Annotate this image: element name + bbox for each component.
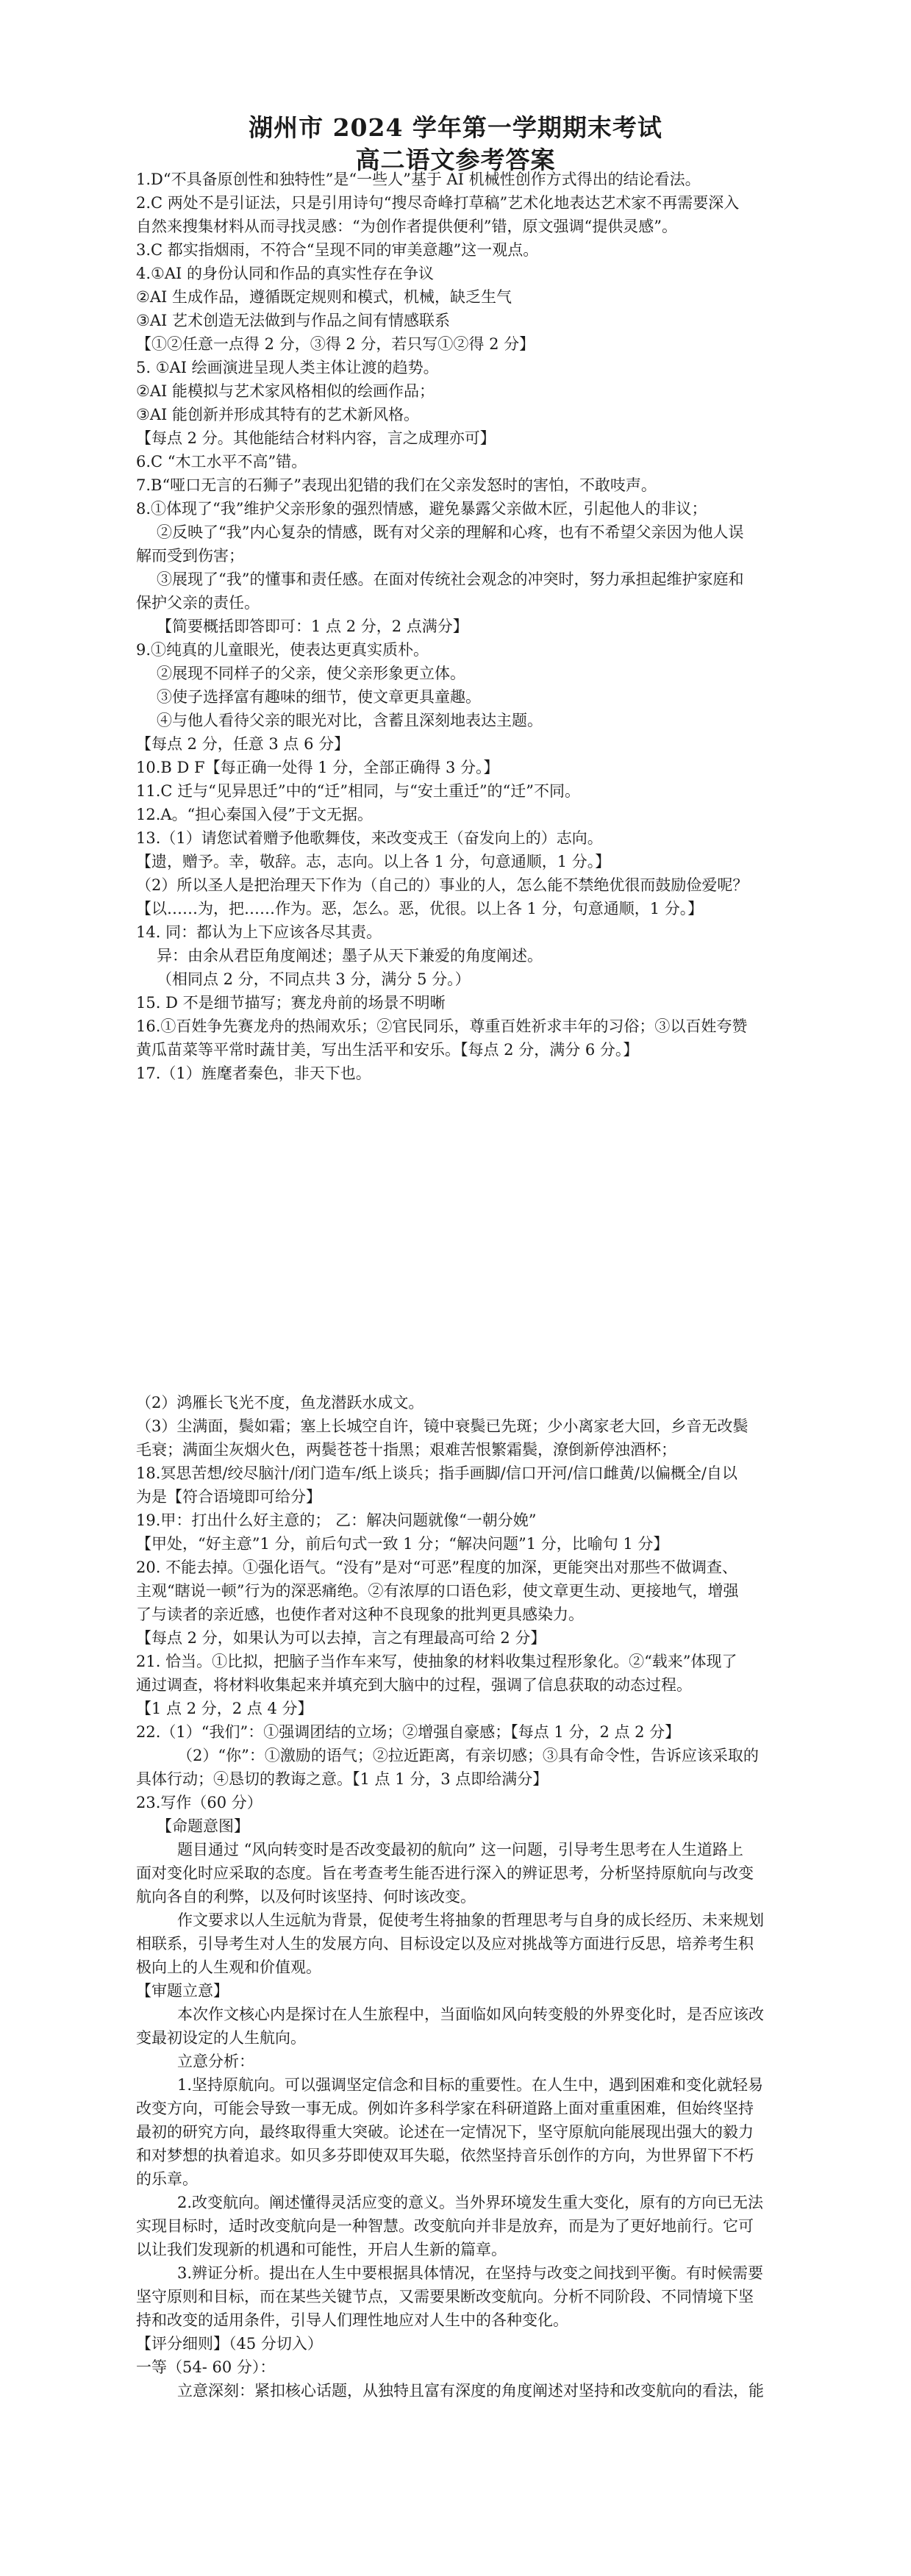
answer-line: 主观“瞎说一顿”行为的深恶痛绝。②有浓厚的口语色彩，使文章更生动、更接地气，增强 — [136, 1582, 739, 1600]
answer-line: ②反映了“我”内心复杂的情感，既有对父亲的理解和心疼，也有不希望父亲因为他人误 — [157, 523, 744, 541]
answer-line: 【简要概括即答即可：1 点 2 分，2 点满分】 — [157, 618, 468, 635]
answer-line: 相联系，引导考生对人生的发展方向、目标设定以及应对挑战等方面进行反思，培养考生积 — [136, 1935, 754, 1953]
answer-line: 面对变化时应采取的态度。旨在考查考生能否进行深入的辨证思考，分析坚持原航向与改变 — [136, 1864, 754, 1882]
answer-line: 通过调查，将材料收集起来并填充到大脑中的过程，强调了信息获取的动态过程。 — [136, 1676, 692, 1694]
answer-line: 【每点 2 分，任意 3 点 6 分】 — [136, 735, 350, 753]
answer-line: 立意深刻：紧扣核心话题，从独特且富有深度的角度阐述对坚持和改变航向的看法，能 — [177, 2382, 764, 2400]
answer-line: （3）尘满面，鬓如霜；塞上长城空自许，镜中衰鬓已先斑；少小离家老大回，乡音无改鬓 — [136, 1417, 749, 1435]
answer-line: 17.（1）旌麾者秦色，非天下也。 — [136, 1065, 371, 1082]
answer-line: 12.A。“担心秦国入侵”于文无据。 — [136, 806, 374, 823]
answer-line: 持和改变的适用条件，引导人们理性地应对人生中的各种变化。 — [136, 2311, 568, 2329]
page-subtitle: 高二语文参考答案 — [355, 146, 556, 174]
answer-line: ②AI 生成作品，遵循既定规则和模式，机械，缺乏生气 — [136, 288, 512, 306]
answer-line: 6.C “木工水平不高”错。 — [136, 453, 307, 471]
answer-line: 毛衰；满面尘灰烟火色，两鬓苍苍十指黑；艰难苦恨繁霜鬓，潦倒新停浊酒杯； — [136, 1441, 676, 1459]
answer-line: 保护父亲的责任。 — [136, 594, 260, 612]
answer-line: 实现目标时，适时改变航向是一种智慧。改变航向并非是放弃，而是为了更好地前行。它可 — [136, 2217, 754, 2235]
answer-line: （相同点 2 分，不同点共 3 分，满分 5 分。） — [157, 970, 471, 988]
answer-line: 11.C 迁与“见异思迁”中的“迁”相同，与“安土重迁”的“迁”不同。 — [136, 782, 581, 800]
answer-line: 【每点 2 分。其他能结合材料内容，言之成理亦可】 — [136, 429, 496, 447]
answer-line: 改变方向，可能会导致一事无成。例如许多科学家在科研道路上面对重重困难，但始终坚持 — [136, 2100, 754, 2117]
answer-line: 立意分析： — [177, 2053, 254, 2070]
answer-line: 23.写作（60 分） — [136, 1794, 262, 1811]
answer-line: 坚守原则和目标，而在某些关键节点，又需要果断改变航向。分析不同阶段、不同情境下坚 — [136, 2288, 754, 2305]
answer-line: ③使子选择富有趣味的细节，使文章更具童趣。 — [157, 688, 481, 706]
answer-line: 13.（1）请您试着赠予他歌舞伎，来改变戎王（奋发向上的）志向。 — [136, 829, 603, 847]
answer-line: 21. 恰当。①比拟，把脑子当作车来写，使抽象的材料收集过程形象化。②“载来”体现了 — [136, 1653, 737, 1670]
answer-line: 16.①百姓争先赛龙舟的热闹欢乐；②官民同乐，尊重百姓祈求丰年的习俗；③以百姓夸赞 — [136, 1017, 748, 1035]
answer-line: 题目通过 “风向转变时是否改变最初的航向” 这一问题，引导考生思考在人生道路上 — [177, 1841, 743, 1858]
answer-line: 最初的研究方向，最终取得重大突破。论述在一定情况下，坚守原航向能展现出强大的毅力 — [136, 2123, 754, 2141]
answer-line: 4.①AI 的身份认同和作品的真实性存在争议 — [136, 265, 434, 282]
answer-line: 【每点 2 分，如果认为可以去掉，言之有理最高可给 2 分】 — [136, 1629, 546, 1647]
answer-line: ③展现了“我”的懂事和责任感。在面对传统社会观念的冲突时，努力承担起维护家庭和 — [157, 570, 744, 588]
answer-line: 5. ①AI 绘画演进呈现人类主体让渡的趋势。 — [136, 359, 439, 376]
answer-line: 14. 同：都认为上下应该各尽其责。 — [136, 923, 382, 941]
answer-line: 的乐章。 — [136, 2170, 198, 2188]
answer-line: 解而受到伤害； — [136, 547, 244, 565]
answer-line: 20. 不能去掉。①强化语气。“没有”是对“可恶”程度的加深，更能突出对那些不做调查、 — [136, 1559, 738, 1576]
answer-line: 黄瓜苗菜等平常时蔬甘美，写出生活平和安乐。【每点 2 分，满分 6 分。】 — [136, 1041, 639, 1059]
answer-line: ②AI 能模拟与艺术家风格相似的绘画作品； — [136, 382, 435, 400]
answer-line: 【审题立意】 — [136, 1982, 229, 2000]
page-title: 湖州市 2024 学年第一学期期末考试 — [249, 113, 662, 142]
answer-line: 10.B D F【每正确一处得 1 分，全部正确得 3 分。】 — [136, 759, 499, 776]
answer-line: 一等（54- 60 分）： — [136, 2358, 276, 2376]
answers-section-2 — [136, 1391, 783, 2403]
answer-line: 具体行动；④恳切的教诲之意。【1 点 1 分，3 点即给满分】 — [136, 1770, 549, 1788]
answer-line: 和对梦想的执着追求。如贝多芬即使双耳失聪，依然坚持音乐创作的方向，为世界留下不朽 — [136, 2147, 754, 2164]
answer-line: 本次作文核心内是探讨在人生旅程中，当面临如风向转变般的外界变化时，是否应该改 — [177, 2006, 764, 2023]
answer-line: ④与他人看待父亲的眼光对比，含蓄且深刻地表达主题。 — [157, 712, 543, 729]
answer-line: 15. D 不是细节描写；赛龙舟前的场景不明晰 — [136, 994, 446, 1012]
answer-line: 1.D“不具备原创性和独特性”是“一些人”基于 AI 机械性创作方式得出的结论看法。 — [136, 171, 701, 188]
answer-line: 变最初设定的人生航向。 — [136, 2029, 306, 2047]
answer-line: 航向各自的利弊，以及何时该坚持、何时该改变。 — [136, 1888, 476, 1906]
answer-line: 【评分细则】（45 分切入） — [136, 2335, 323, 2353]
answer-line: 22.（1）“我们”：①强调团结的立场；②增强自豪感；【每点 1 分，2 点 2 分】 — [136, 1723, 681, 1741]
answer-line: 作文要求以人生远航为背景，促使考生将抽象的哲理思考与自身的成长经历、未来规划 — [177, 1911, 764, 1929]
answer-line: 异：由余从君臣角度阐述；墨子从天下兼爱的角度阐述。 — [157, 947, 543, 965]
answer-line: 18.冥思苦想/绞尽脑汁/闭门造车/纸上谈兵；指手画脚/信口开河/信口雌黄/以偏概全/自以 — [136, 1464, 737, 1482]
answer-line: 以让我们发现新的机遇和可能性，开启人生新的篇章。 — [136, 2241, 507, 2258]
answer-line: （2）所以圣人是把治理天下作为（自己的）事业的人，怎么能不禁绝优很而鼓励俭爱呢？ — [136, 876, 749, 894]
answer-line: 7.B“哑口无言的石狮子”表现出犯错的我们在父亲发怒时的害怕，不敢吱声。 — [136, 476, 657, 494]
answer-line: 【甲处，“好主意”1 分，前后句式一致 1 分；“解决问题”1 分，比喻句 1 分】 — [136, 1535, 669, 1553]
answer-line: 为是【符合语境即可给分】 — [136, 1488, 321, 1506]
answer-line: ③AI 艺术创造无法做到与作品之间有情感联系 — [136, 312, 450, 329]
answer-line: 3.C 都实指烟雨，不符合“呈现不同的审美意趣”这一观点。 — [136, 241, 539, 259]
answer-line: 【遗，赠予。幸，敬辞。志，志向。以上各 1 分，句意通顺，1 分。】 — [136, 853, 611, 870]
answer-line: 【命题意图】 — [157, 1817, 249, 1835]
answer-line: 19.甲：打出什么好主意的； 乙：解决问题就像“一朝分娩” — [136, 1511, 537, 1529]
answer-line: 2.C 两处不是引证法，只是引用诗句“搜尽奇峰打草稿”艺术化地表达艺术家不再需要深入 — [136, 194, 740, 212]
answer-line: 1.坚持原航向。可以强调坚定信念和目标的重要性。在人生中，遇到困难和变化就轻易 — [177, 2076, 764, 2094]
answer-line: ③AI 能创新并形成其特有的艺术新风格。 — [136, 406, 419, 423]
answer-line: 了与读者的亲近感，也使作者对这种不良现象的批判更具感染力。 — [136, 1606, 584, 1623]
answer-line: 极向上的人生观和价值观。 — [136, 1958, 321, 1976]
answer-line: 3.辨证分析。提出在人生中要根据具体情况，在坚持与改变之间找到平衡。有时候需要 — [177, 2264, 764, 2282]
answer-line: （2）“你”：①激励的语气；②拉近距离，有亲切感；③具有命令性，告诉应该采取的 — [177, 1747, 759, 1764]
answer-line: 2.改变航向。阐述懂得灵活应变的意义。当外界环境发生重大变化，原有的方向已无法 — [177, 2194, 764, 2211]
answer-line: 【1 点 2 分，2 点 4 分】 — [136, 1700, 313, 1717]
answer-line: 【①②任意一点得 2 分，③得 2 分，若只写①②得 2 分】 — [136, 335, 535, 353]
answer-line: ②展现不同样子的父亲，使父亲形象更立体。 — [157, 665, 465, 682]
answers-section-1 — [136, 168, 783, 1085]
answer-line: 9.①纯真的儿童眼光，使表达更真实质朴。 — [136, 641, 429, 659]
answer-line: 【以……为，把……作为。恶，怎么。恶，优很。以上各 1 分，句意通顺，1 分。】 — [136, 900, 704, 917]
answer-line: 自然来搜集材料从而寻找灵感：“为创作者提供便利”错，原文强调“提供灵感”。 — [136, 218, 677, 235]
answer-line: 8.①体现了“我”维护父亲形象的强烈情感，避免暴露父亲做木匠，引起他人的非议； — [136, 500, 707, 518]
answer-line: （2）鸿雁长飞光不度，鱼龙潜跃水成文。 — [136, 1394, 424, 1412]
